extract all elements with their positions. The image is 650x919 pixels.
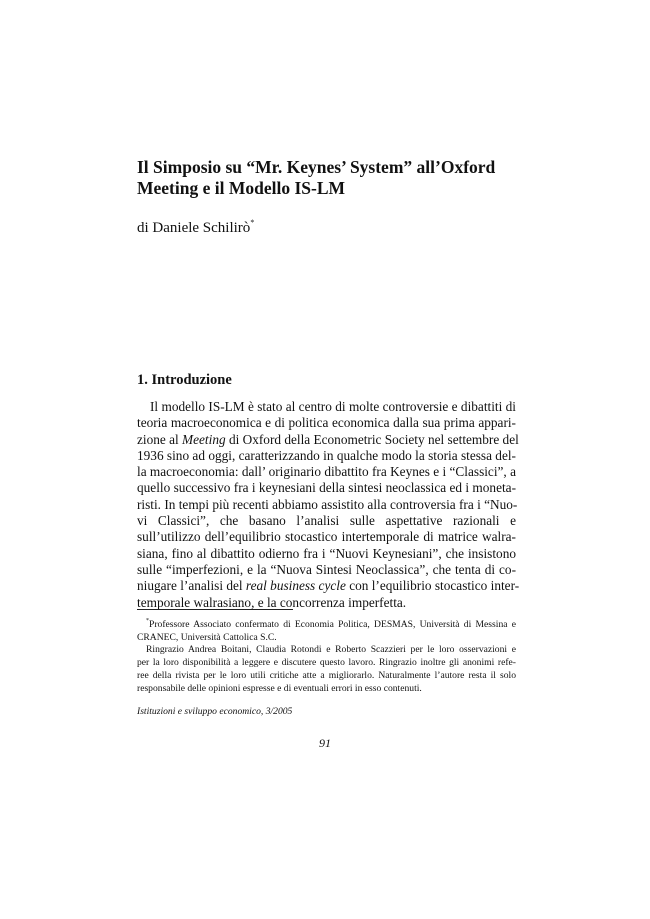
article-title-line: Il Simposio su “Mr. Keynes’ System” all’Oxford [137, 157, 496, 177]
footnote-text: Professore Associato confermato di Economia Politica, DESMAS, Università di Messina e [149, 619, 516, 630]
footnote-separator [137, 609, 293, 610]
footnote-mark: * [146, 618, 149, 624]
body-line: la macroeconomia: dall’ originario dibattito fra Keynes e i “Classici”, a [137, 464, 516, 480]
footnote-line: Ringrazio Andrea Boitani, Claudia Rotondi e Roberto Scazzieri per le loro osservazioni e [146, 644, 516, 656]
journal-reference: Istituzioni e sviluppo economico, 3/2005 [137, 706, 293, 717]
body-line: siana, fino al dibattito odierno fra i “Nuovi Keynesiani”, che insistono [137, 545, 516, 561]
body-paragraph [137, 399, 520, 611]
page-number: 91 [319, 736, 331, 750]
author-footnote-mark: * [250, 218, 255, 227]
body-line [137, 431, 519, 448]
body-line: quello successivo fra i keynesiani della sintesi neoclassica ed i moneta- [137, 480, 516, 496]
author-name: di Daniele Schilirò [137, 220, 251, 236]
footnote-line: CRANEC, Università Cattolica S.C. [137, 631, 277, 643]
footnote [137, 615, 516, 695]
body-text: di Oxford della Econometric Society nel settembre del [225, 431, 519, 447]
footnote-line [137, 615, 516, 632]
article-title-line: Meeting e il Modello IS-LM [137, 178, 346, 198]
body-line: sulle “imperfezioni, e la “Nuova Sintesi Neoclassica”, che tenta di co- [137, 561, 516, 577]
body-line: sull’utilizzo dell’equilibrio stocastico intertemporale di matrice walra- [137, 529, 516, 545]
body-line: teoria macroeconomica e di politica economica dalla sua prima appari- [137, 415, 516, 431]
body-line: temporale walrasiano, e la concorrenza imperfetta. [137, 594, 407, 610]
body-text: con l’equilibrio stocastico inter- [345, 578, 520, 594]
emphasis-text: Meeting [182, 431, 226, 447]
body-line: 1936 sino ad oggi, caratterizzando in qualche modo la storia stessa del- [137, 447, 516, 463]
footnote-line: per la loro disponibilità a leggere e discutere questo lavoro. Ringrazio inoltre gli anonimi refe- [137, 657, 516, 669]
footnote-line: ree della rivista per le loro utili critiche atte a migliorarlo. Naturalmente l’autore resta il solo [137, 669, 516, 681]
footnote-line: responsabile delle opinioni espresse e di eventuali errori in esso contenuti. [137, 682, 422, 694]
body-text: zione al [137, 431, 183, 447]
article-title [137, 157, 527, 199]
body-line: risti. In tempi più recenti abbiamo assistito alla controversia fra i “Nuo- [137, 496, 518, 512]
body-text: niugare l’analisi del [137, 578, 246, 594]
section-heading: 1. Introduzione [137, 372, 232, 388]
author-line [137, 218, 254, 237]
emphasis-text: real business cycle [245, 578, 346, 594]
body-line: Il modello IS-LM è stato al centro di molte controversie e dibattiti di [150, 399, 516, 414]
body-line: vi Classici”, che basano l’analisi sulle aspettative razionali e [137, 513, 516, 529]
body-line [137, 578, 520, 594]
